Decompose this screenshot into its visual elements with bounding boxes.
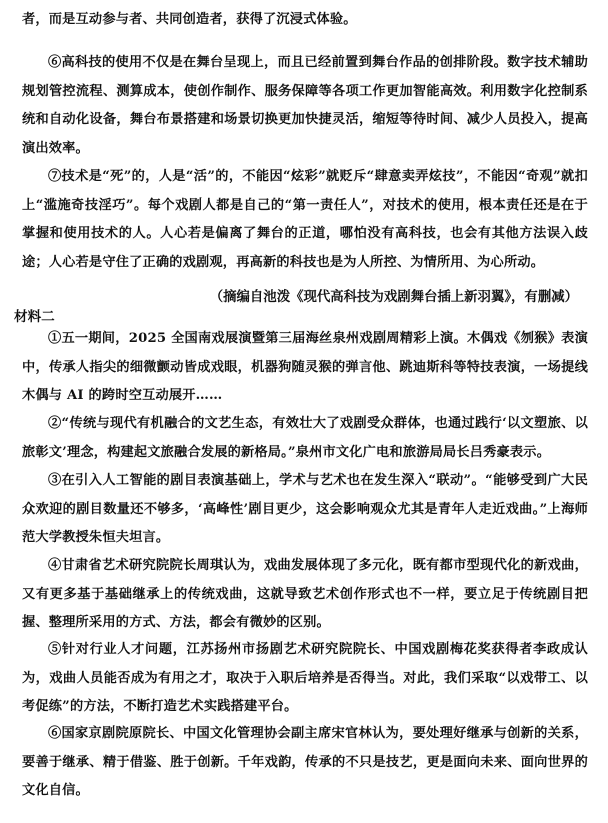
paragraph-material2-1: ①五一期间，2025 全国南戏展演暨第三届海丝泉州戏剧周精彩上演。木偶戏《刎猴》表演中，传承人指尖的细微颤动皆成戏眼，机器狗随灵猴的弹言他、跳迪斯科等特技表演，一场提线木偶与 AI 的跨时空互动展开…… [22, 331, 588, 404]
heading-material-2: 材料二 [14, 309, 55, 325]
paragraph-material2-4: ④甘肃省艺术研究院院长周琪认为，戏曲发展体现了多元化，既有都市型现代化的新戏曲，又有更多基于基础继承上的传统戏曲，这就导致艺术创作形式也不一样，要立足于传统剧目把握、整理所采用的方式、方法，都会有微妙的区别。 [22, 558, 588, 631]
paragraph-material1-6: ⑥高科技的使用不仅是在舞台呈现上，而且已经前置到舞台作品的创排阶段。数字技术辅助规划管控流程、测算成本，使创作制作、服务保障等各项工作更加智能高效。利用数字化控制系统和自动化设备，舞台布景搭建和场景切换更加快捷灵活，缩短等待时间、减少人员投入，提高演出效率。 [22, 55, 588, 156]
source-citation-1: （摘编自池泼《现代高科技为戏剧舞台插上新羽翼》，有删减） [209, 290, 578, 305]
paragraph-material2-3: ③在引入人工智能的剧目表演基础上，学术与艺术也在发生深入“联动”。“能够受到广大民众欢迎的剧目数量还不够多，‘高峰性’剧目更少，这会影响观众尤其是青年人走近戏曲。”上海师范大学教授朱恒夫坦言。 [22, 473, 588, 546]
paragraph-material2-2: ②“传统与现代有机融合的文艺生态，有效壮大了戏剧受众群体，也通过践行‘以文塑旅、以旅彰文’理念，构建起文旅融合发展的新格局。”泉州市文化广电和旅游局局长吕秀豪表示。 [22, 416, 588, 460]
paragraph-material1-7: ⑦技术是“死”的，人是“活”的，不能因“炫彩”就贬斥“肆意卖弄炫技”，不能因“奇观”就扣上“滥施奇技淫巧”。每个戏剧人都是自己的“第一责任人”，对技术的使用，根本责任还是在于掌握和使用技术的人。人心若是偏离了舞台的正道，哪怕没有高科技，也会有其他方法误入歧途；人心若是守住了正确的戏剧观，再高新的科技也是为人所控、为情所用、为心所动。 [22, 169, 588, 270]
paragraph-material2-5: ⑤针对行业人才问题，江苏扬州市扬剧艺术研究院院长、中国戏剧梅花奖获得者李政成认为，戏曲人员能否成为有用之才，取决于入职后培养是否得当。对此，我们采取“以戏带工、以考促练”的方法，不断打造艺术实践搭建平台。 [22, 642, 588, 715]
paragraph-continuation: 者，而是互动参与者、共同创造者，获得了沉浸式体验。 [22, 12, 357, 27]
paragraph-material2-6: ⑥国家京剧院原院长、中国文化管理协会副主席宋官林认为，要处理好继承与创新的关系，要善于继承、精于借鉴、胜于创新。千年戏韵，传承的不只是技艺，更是面向未来、面向世界的文化自信。 [22, 726, 588, 799]
